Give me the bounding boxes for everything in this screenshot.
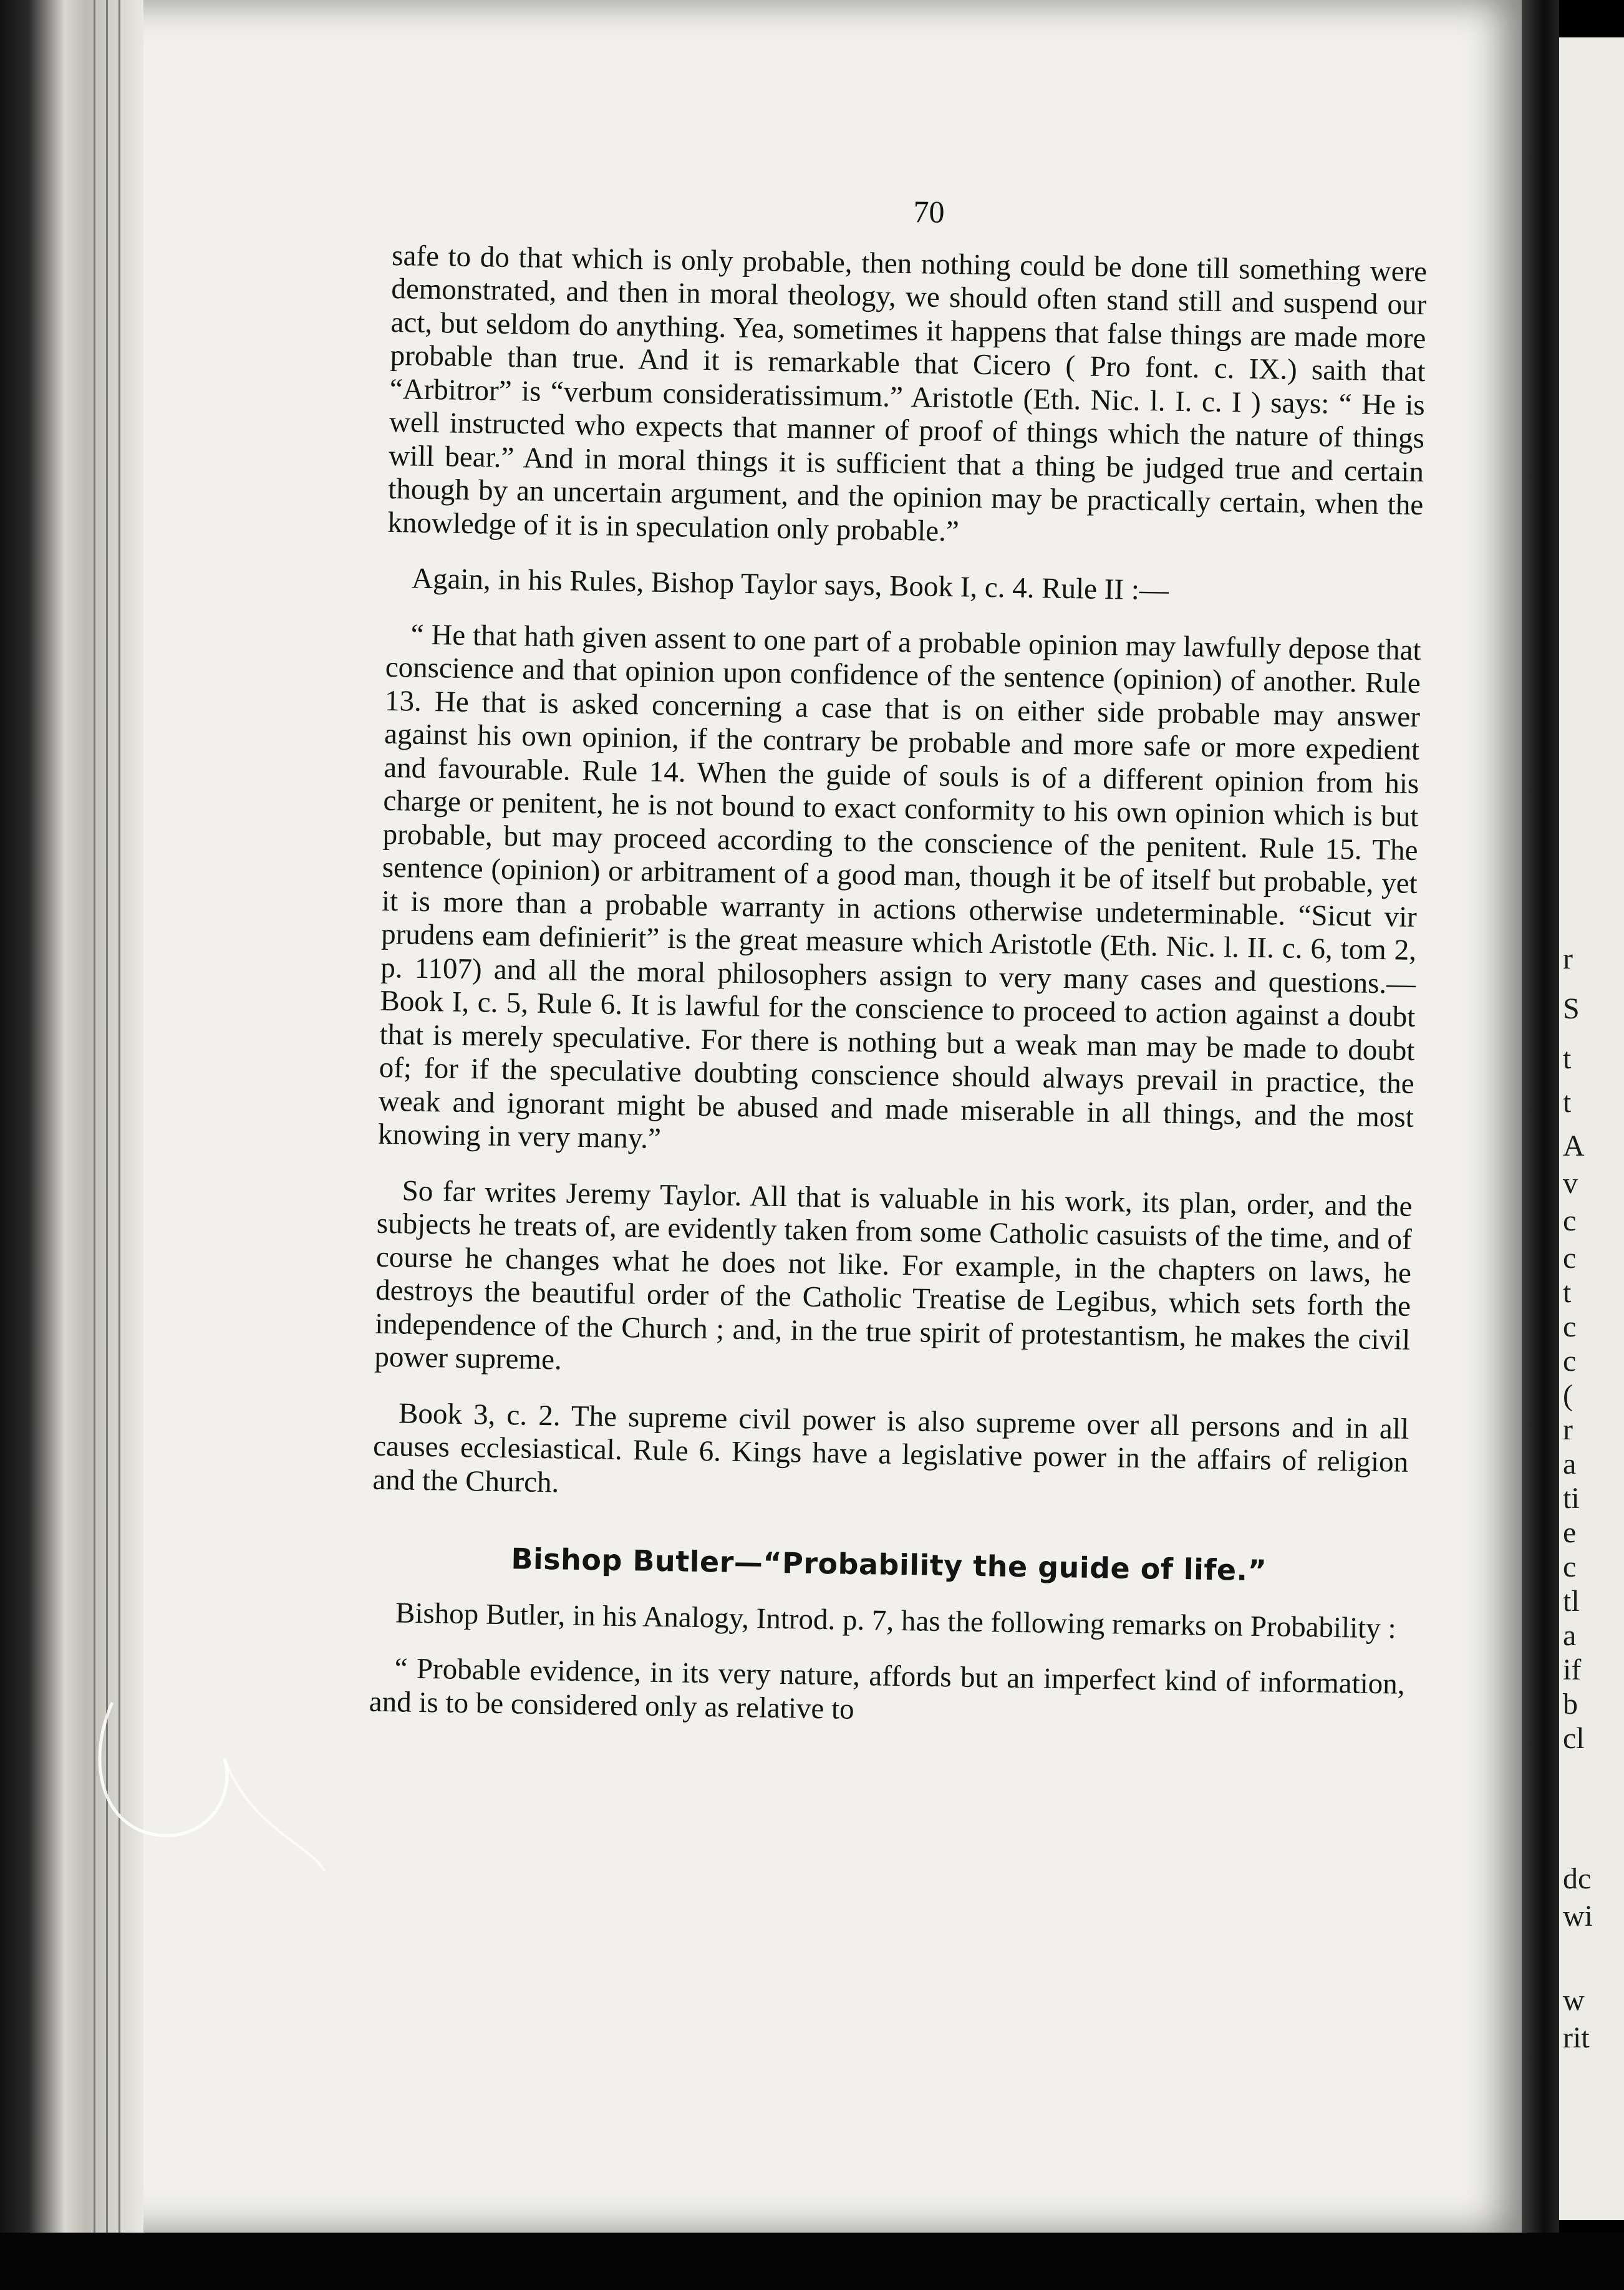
facing-page-fragment: a (1563, 1447, 1577, 1481)
facing-page-fragment: c (1563, 1550, 1577, 1583)
facing-page-fragment: c (1563, 1310, 1577, 1343)
facing-page-fragment: ( (1563, 1379, 1573, 1412)
page-number: 70 (913, 194, 945, 229)
gutter-edge-line (106, 0, 108, 2233)
paragraph-rules-intro: Again, in his Rules, Bishop Taylor says, Book I, c. 4. Rule II :— (411, 562, 1169, 607)
facing-page-fragment: cl (1563, 1722, 1585, 1755)
facing-page-fragment: b (1563, 1688, 1578, 1721)
facing-page-fragment: A (1563, 1129, 1585, 1162)
facing-page-fragment: tl (1563, 1585, 1580, 1618)
facing-page-fragment: c (1563, 1242, 1577, 1275)
facing-page-fragment: ti (1563, 1482, 1580, 1515)
pencil-mark (75, 1684, 337, 1883)
scan-bottom-edge (0, 2233, 1624, 2290)
facing-page-fragment: rit (1563, 2021, 1590, 2054)
facing-page-fragment: c (1563, 1345, 1577, 1378)
facing-page-fragment: e (1563, 1516, 1577, 1549)
paragraph-civil-power: Book 3, c. 2. The supreme civil power is also supreme over all persons and in all causes ecclesiastical. Rule 6. Kings have a legislative power in the affairs of religion and the Church. (372, 1396, 1409, 1499)
facing-page-fragment: r (1563, 942, 1573, 975)
facing-page-fragment: w (1563, 1984, 1585, 2017)
gutter-edge-line (118, 0, 120, 2233)
facing-page-fragment: c (1563, 1204, 1577, 1237)
facing-page-fragment: S (1563, 992, 1580, 1025)
paragraph-taylor-commentary: So far writes Jeremy Taylor. All that is valuable in his work, its plan, order, and the subjects he treats of, are evidently taken from some Catholic casuists of the time, and of course he changes what he does not like. For example, in the chapters on laws, he destroys the beautiful order of the Catholic Treatise de Legibus, which sets forth the independence of the Church ; and, in the true spirit of protestantism, he makes the civil power supreme. (374, 1174, 1413, 1376)
paragraph-taylor-quote-end: safe to do that which is only probable, then nothing could be done till something were demonstrated, and then in moral theology, we should often stand still and suspend our act, but seldom do anything. Yea, sometimes it happens that false things are made more probable than true. And it is remarkable that Cicero ( Pro font. c. IX.) saith that “Arbitror” is “verbum consideratissimum.” Aristotle (Eth. Nic. l. I. c. I ) says: “ He is well instructed who expects that manner of proof of things which the nature of things will bear.” And in moral things it is sufficient that a thing be judged true and certain though by an uncertain argument, and the opinion may be practically certain, when the knowledge of it is in speculation only probable.” (387, 239, 1428, 548)
section-heading: Bishop Butler—“Probability the guide of life.” (511, 1542, 1267, 1588)
facing-page-fragment: t (1563, 1042, 1572, 1075)
paragraph-butler-intro: Bishop Butler, in his Analogy, Introd. p. 7, has the following remarks on Probability : (395, 1596, 1396, 1645)
facing-page-fragment: t (1563, 1276, 1572, 1309)
page-text-block (369, 187, 1428, 1735)
facing-page (1559, 37, 1624, 2220)
paragraph-butler-quote: “ Probable evidence, in its very nature, affords but an imperfect kind of information, and is to be considered only as relative to (369, 1652, 1405, 1726)
binding-gutter (0, 0, 143, 2290)
facing-page-fragment: r (1563, 1413, 1573, 1446)
facing-page-fragment: if (1563, 1653, 1582, 1686)
facing-page-fragment: a (1563, 1619, 1577, 1652)
facing-page-fragment: wi (1563, 1900, 1593, 1933)
gutter-edge-line (94, 0, 95, 2233)
page-fold (1522, 0, 1559, 2290)
facing-page-fragment: t (1563, 1086, 1572, 1119)
facing-page-fragment: dc (1563, 1862, 1592, 1895)
paragraph-rules-quote: “ He that hath given assent to one part of a probable opinion may lawfully depose that conscience and that opinion upon confidence of the sentence (opinion) of another. Rule 13. He that is asked concerning a case that is on either side probable may answer against his own opinion, if the contrary be probable and more safe or more expedient and favourable. Rule 14. When the guide of souls is of a different opinion from his charge or penitent, he is not bound to exact conformity to his own opinion which is but probable, but may proceed according to the conscience of the penitent. Rule 15. The sentence (opinion) or arbitrament of a good man, though it be of itself but probable, yet it is more than a probable warranty in actions otherwise undeterminable. “Sicut vir prudens eam definierit” is the great measure which Aristotle (Eth. Nic. l. II. c. 6, tom 2, p. 1107) and all the moral philosophers assign to very many cases and questions.—Book I, c. 5, Rule 6. It is lawful for the conscience to proceed to action against a doubt that is merely speculative. For there is nothing but a weak man may be made to doubt of; for if the speculative doubting conscience should always prevail in practice, the weak and ignorant might be abused and made miserable in all things, and the most knowing in very many.” (377, 618, 1421, 1155)
facing-page-fragment: v (1563, 1167, 1578, 1200)
